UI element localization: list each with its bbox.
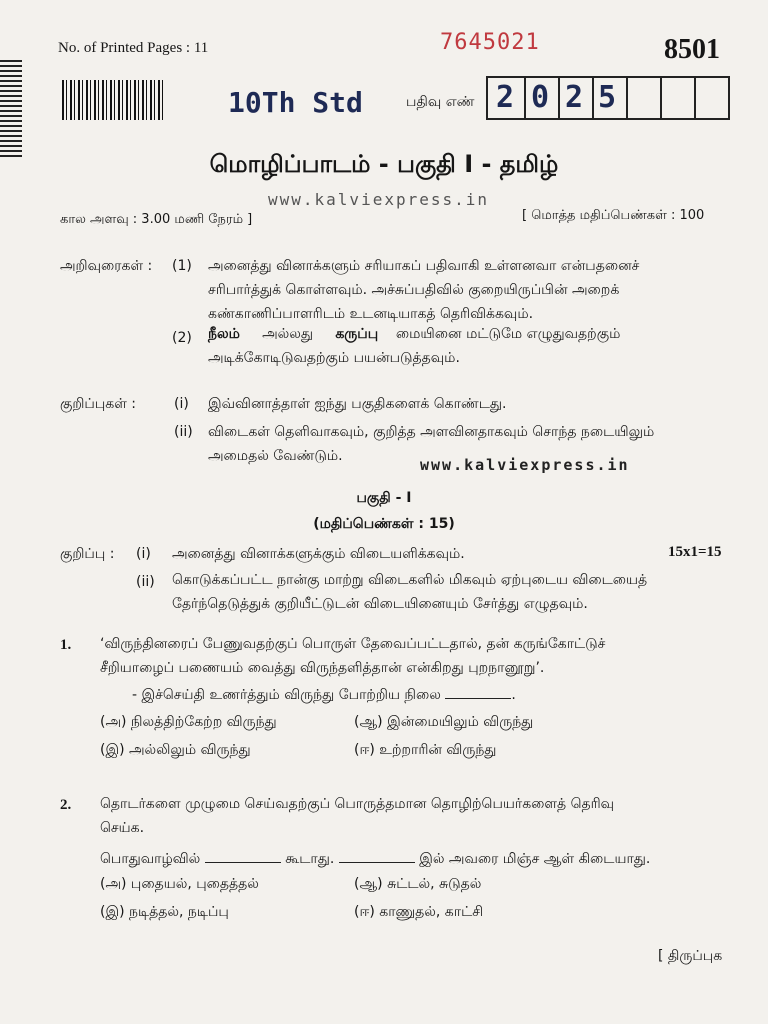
printed-pages: No. of Printed Pages : 11 xyxy=(58,40,209,56)
option: (இ) நடித்தல், நடிப்பு xyxy=(100,904,229,920)
paper-title: மொழிப்பாடம் - பகுதி I - தமிழ் xyxy=(209,150,559,178)
fill-part: பொதுவாழ்வில் xyxy=(100,851,201,867)
section-note-line: கொடுக்கப்பட்ட நான்கு மாற்று விடைகளில் மிகவும் ஏற்புடைய விடையைத் xyxy=(172,572,648,588)
instructions-label: அறிவுரைகள் : xyxy=(60,258,153,274)
reg-digit: 2 xyxy=(496,80,515,115)
option: (ஈ) உற்றாரின் விருந்து xyxy=(354,742,497,758)
reg-digit: 0 xyxy=(531,80,550,115)
answer-blank xyxy=(339,850,415,863)
fill-in-sentence xyxy=(100,850,650,869)
watermark-url: www.kalviexpress.in xyxy=(268,190,490,209)
barcode xyxy=(62,80,166,120)
register-label: பதிவு எண் xyxy=(406,94,475,110)
note-number: (ii) xyxy=(174,424,193,440)
reg-divider xyxy=(660,76,662,120)
option: (ஈ) காணுதல், காட்சி xyxy=(354,904,484,920)
question-text: ‘விருந்தினரைப் பேணுவதற்குப் பொருள் தேவைப்பட்டதால், தன் கருங்கோட்டுச் xyxy=(100,636,606,652)
notes-label: குறிப்புகள் : xyxy=(60,396,136,412)
option: (அ) நிலத்திற்கேற்ற விருந்து xyxy=(100,714,277,730)
or-word: அல்லது xyxy=(262,326,314,342)
reg-divider xyxy=(626,76,628,120)
instruction-line: கண்காணிப்பாளரிடம் உடனடியாகத் தெரிவிக்கவும். xyxy=(208,306,534,322)
serial-number-handwritten: 7645021 xyxy=(440,30,540,55)
reg-digit: 5 xyxy=(598,80,617,115)
ink-black-emph: கருப்பு xyxy=(335,326,379,342)
option: (ஆ) சுட்டல், சுடுதல் xyxy=(354,876,482,892)
section-note-line: தேர்ந்தெடுத்துக் குறியீட்டுடன் விடையினையும் சேர்த்து எழுதவும். xyxy=(172,596,588,612)
score-scheme: 15x1=15 xyxy=(668,544,722,560)
option: (இ) அல்லிலும் விருந்து xyxy=(100,742,251,758)
note-number: (i) xyxy=(174,396,189,412)
note-line: இவ்வினாத்தாள் ஐந்து பகுதிகளைக் கொண்டது. xyxy=(208,396,507,412)
section-note-number: (i) xyxy=(136,546,151,562)
turn-over: [ திருப்புக xyxy=(658,948,723,964)
instruction-rest: மையினை மட்டுமே எழுதுவதற்கும் xyxy=(395,326,621,342)
reg-divider xyxy=(524,76,526,120)
instruction-line: அடிக்கோடிடுவதற்கும் பயன்படுத்தவும். xyxy=(208,350,460,366)
question-text: தொடர்களை முழுமை செய்வதற்குப் பொருத்தமான தொழிற்பெயர்களைத் தெரிவு xyxy=(100,796,615,812)
time-allowed: கால அளவு : 3.00 மணி நேரம் ] xyxy=(60,212,253,227)
ink-blue-emph: நீலம் xyxy=(208,326,240,342)
section-note-line: அனைத்து வினாக்களுக்கும் விடையளிக்கவும். xyxy=(172,546,465,562)
question-sub-line: - இச்செய்தி உணர்த்தும் விருந்து போற்றிய நிலை xyxy=(132,687,441,703)
option: (அ) புதையல், புதைத்தல் xyxy=(100,876,259,892)
answer-blank xyxy=(445,686,511,699)
note-line: அமைதல் வேண்டும். xyxy=(208,448,343,464)
section-note-number: (ii) xyxy=(136,574,155,590)
reg-divider xyxy=(592,76,594,120)
total-marks: [ மொத்த மதிப்பெண்கள் : 100 xyxy=(522,208,705,223)
fill-part: இல் அவரை மிஞ்ச ஆள் கிடையாது. xyxy=(419,851,651,867)
instruction-number: (1) xyxy=(172,258,192,274)
reg-divider xyxy=(694,76,696,120)
question-text: செய்க. xyxy=(100,820,145,836)
instruction-line: சரிபார்த்துக் கொள்ளவும். அச்சுப்பதிவில் குறையிருப்பின் அறைக் xyxy=(208,282,620,298)
question-number: 1. xyxy=(60,637,72,653)
instruction-number: (2) xyxy=(172,330,192,346)
option: (ஆ) இன்மையிலும் விருந்து xyxy=(354,714,534,730)
fill-part: கூடாது. xyxy=(285,851,335,867)
section-marks: (மதிப்பெண்கள் : 15) xyxy=(313,516,455,532)
section-title: பகுதி - I xyxy=(356,490,412,506)
instruction-line: அனைத்து வினாக்களும் சரியாகப் பதிவாகி உள்ளனவா என்பதனைச் xyxy=(208,258,640,274)
note-line: விடைகள் தெளிவாகவும், குறித்த அளவினதாகவும் சொந்த நடையிலும் xyxy=(208,424,655,440)
watermark-url: www.kalviexpress.in xyxy=(420,456,630,474)
edge-barcode xyxy=(0,60,22,160)
reg-divider xyxy=(558,76,560,120)
answer-blank xyxy=(205,850,281,863)
question-subtext: - இச்செய்தி உணர்த்தும் விருந்து போற்றிய நிலை . xyxy=(132,687,516,703)
question-text: சீறியாழைப் பணையம் வைத்து விருந்தளித்தான் என்கிறது புறநானூறு’. xyxy=(100,660,545,676)
paper-code: 8501 xyxy=(664,34,720,65)
class-handwritten: 10Th Std xyxy=(228,86,363,119)
instruction-line xyxy=(208,326,620,344)
question-number: 2. xyxy=(60,797,72,813)
reg-digit: 2 xyxy=(565,80,584,115)
section-note-label: குறிப்பு : xyxy=(60,546,115,562)
